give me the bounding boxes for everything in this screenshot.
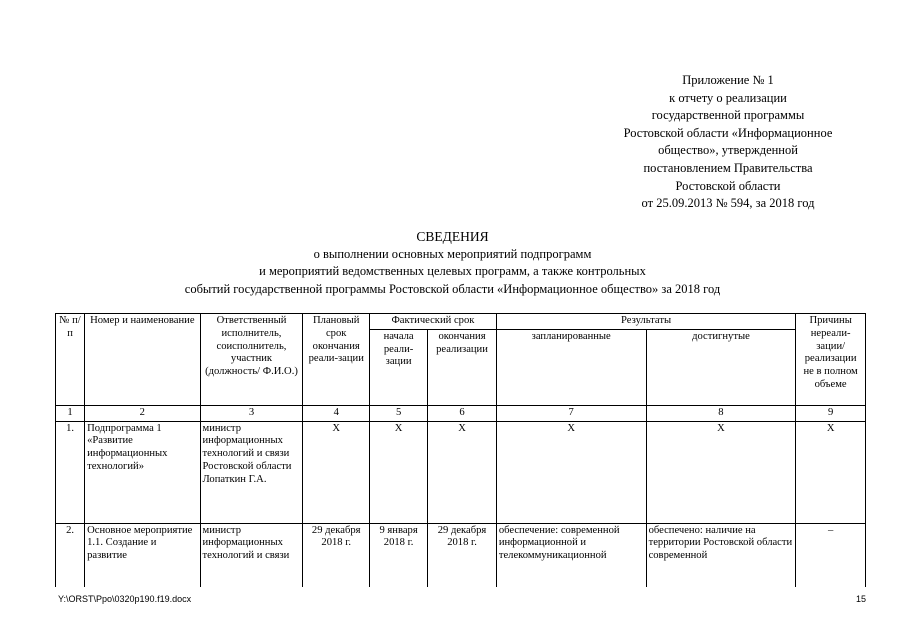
- column-number: 7: [496, 405, 646, 421]
- row-actual-end: Х: [428, 421, 497, 523]
- header-name: Номер и наименование: [85, 314, 200, 406]
- column-number: 5: [369, 405, 427, 421]
- header-reasons: Причины нереали-зации/ реализации не в полном объеме: [796, 314, 866, 406]
- measures-table: [55, 313, 866, 587]
- header-actual-period: Фактический срок: [369, 314, 496, 330]
- column-number: 9: [796, 405, 866, 421]
- row-reasons: –: [796, 523, 866, 587]
- appendix-line: Ростовской области: [675, 178, 781, 193]
- header-results-achieved: достигнутые: [646, 329, 796, 405]
- appendix-line: общество», утвержденной: [658, 143, 798, 158]
- appendix-line: к отчету о реализации: [669, 90, 787, 105]
- column-number: 8: [646, 405, 796, 421]
- row-planned-date: 29 декабря 2018 г.: [303, 523, 370, 587]
- appendix-line: Ростовской области «Информационное: [623, 125, 833, 140]
- row-name: Основное мероприятие 1.1. Создание и развитие: [85, 523, 200, 587]
- appendix-line: государственной программы: [651, 108, 805, 123]
- document-title: СВЕДЕНИЯ: [416, 229, 489, 244]
- row-responsible: министр информационных технологий и связи: [200, 523, 303, 587]
- header-actual-start: начала реали-зации: [369, 329, 427, 405]
- document-heading: [0, 228, 905, 298]
- table-row: [56, 523, 866, 587]
- row-responsible: министр информационных технологий и связи Ростовской области Лопаткин Г.А.: [200, 421, 303, 523]
- row-actual-end: 29 декабря 2018 г.: [428, 523, 497, 587]
- heading-line: и мероприятий ведомственных целевых программ, а также контрольных: [259, 264, 646, 279]
- heading-line: о выполнении основных мероприятий подпрограмм: [313, 246, 592, 261]
- row-actual-start: 9 января 2018 г.: [369, 523, 427, 587]
- column-number: 4: [303, 405, 370, 421]
- column-number-row: [56, 405, 866, 421]
- header-results: Результаты: [496, 314, 795, 330]
- row-results-planned: обеспечение: современной информационной и телекоммуникационной: [496, 523, 646, 587]
- row-results-achieved: обеспечено: наличие на территории Ростовской области современной: [646, 523, 796, 587]
- column-number: 1: [56, 405, 85, 421]
- row-planned-date: Х: [303, 421, 370, 523]
- header-actual-end: окончания реализации: [428, 329, 497, 405]
- table-row: [56, 421, 866, 523]
- file-path: Y:\ORST\Ppo\0320p190.f19.docx: [58, 594, 192, 604]
- row-num: 1.: [56, 421, 85, 523]
- heading-line: событий государственной программы Ростовской области «Информационное общество» за 2018 год: [184, 281, 721, 296]
- appendix-line: от 25.09.2013 № 594, за 2018 год: [641, 196, 815, 211]
- row-results-planned: Х: [496, 421, 646, 523]
- row-num: 2.: [56, 523, 85, 587]
- header-planned-date: Плановый срок окончания реали-зации: [303, 314, 370, 406]
- appendix-line: постановлением Правительства: [643, 160, 813, 175]
- row-actual-start: Х: [369, 421, 427, 523]
- row-name: Подпрограмма 1 «Развитие информационных технологий»: [85, 421, 200, 523]
- header-responsible: Ответственный исполнитель, соисполнитель, участник (должность/ Ф.И.О.): [200, 314, 303, 406]
- header-results-planned: запланированные: [496, 329, 646, 405]
- page-number: 15: [855, 594, 866, 604]
- column-number: 2: [85, 405, 200, 421]
- column-number: 3: [200, 405, 303, 421]
- row-results-achieved: Х: [646, 421, 796, 523]
- header-num: № п/п: [56, 314, 85, 406]
- column-number: 6: [428, 405, 497, 421]
- appendix-block: [596, 72, 860, 213]
- row-reasons: Х: [796, 421, 866, 523]
- appendix-line: Приложение № 1: [682, 73, 774, 87]
